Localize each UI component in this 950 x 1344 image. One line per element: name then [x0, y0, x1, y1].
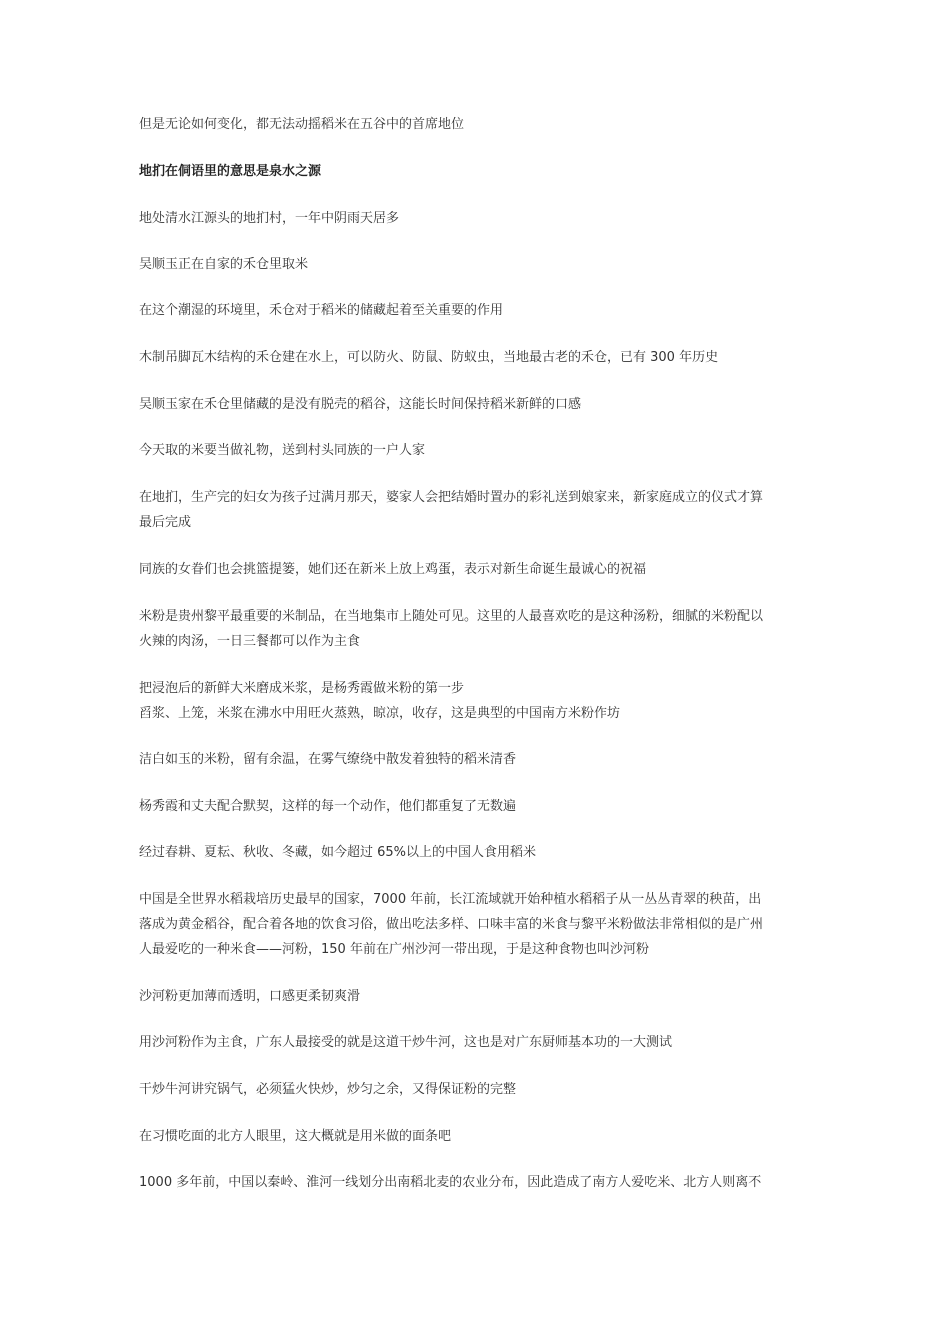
paragraph-4: 吴顺玉正在自家的禾仓里取米 [139, 257, 309, 272]
paragraph-17: 沙河粉更加薄而透明，口感更柔韧爽滑 [139, 989, 361, 1004]
section-heading: 地扪在侗语里的意思是泉水之源 [139, 164, 322, 179]
paragraph-19: 干炒牛河讲究锅气，必须猛火快炒，炒匀之余，又得保证粉的完整 [139, 1082, 517, 1097]
paragraph-3: 地处清水江源头的地扪村，一年中阴雨天居多 [139, 211, 400, 226]
paragraph-21: 1000 多年前，中国以秦岭、淮河一线划分出南稻北麦的农业分布，因此造成了南方人爱吃米、北方人则离不 [139, 1175, 762, 1190]
paragraph-8: 今天取的米要当做礼物，送到村头同族的一户人家 [139, 443, 426, 458]
paragraph-13: 洁白如玉的米粉，留有余温，在雾气缭绕中散发着独特的稻米清香 [139, 752, 517, 767]
paragraph-10: 同族的女眷们也会挑篮提篓，她们还在新米上放上鸡蛋，表示对新生命诞生最诚心的祝福 [139, 562, 647, 577]
paragraph-14: 杨秀霞和丈夫配合默契，这样的每一个动作，他们都重复了无数遍 [139, 799, 517, 814]
paragraph-12: 把浸泡后的新鲜大米磨成米浆，是杨秀霞做米粉的第一步 舀浆、上笼，米浆在沸水中用旺火蒸熟，晾凉，收存，这是典型的中国南方米粉作坊 [139, 681, 621, 721]
paragraph-9: 在地扪，生产完的妇女为孩子过满月那天，婆家人会把结婚时置办的彩礼送到娘家来，新家庭成立的仪式才算 最后完成 [139, 490, 764, 530]
paragraph-1: 但是无论如何变化，都无法动摇稻米在五谷中的首席地位 [139, 117, 465, 132]
paragraph-6: 木制吊脚瓦木结构的禾仓建在水上，可以防火、防鼠、防蚁虫，当地最古老的禾仓，已有 300 年历史 [139, 350, 719, 365]
paragraph-11: 米粉是贵州黎平最重要的米制品，在当地集市上随处可见。这里的人最喜欢吃的是这种汤粉，细腻的米粉配以 火辣的肉汤，一日三餐都可以作为主食 [139, 609, 764, 649]
paragraph-20: 在习惯吃面的北方人眼里，这大概就是用米做的面条吧 [139, 1129, 452, 1144]
paragraph-18: 用沙河粉作为主食，广东人最接受的就是这道干炒牛河，这也是对广东厨师基本功的一大测试 [139, 1035, 673, 1050]
paragraph-7: 吴顺玉家在禾仓里储藏的是没有脱壳的稻谷，这能长时间保持稻米新鲜的口感 [139, 397, 582, 412]
paragraph-16: 中国是全世界水稻栽培历史最早的国家，7000 年前，长江流域就开始种植水稻稻子从一丛丛青翠的秧苗，出 落成为黄金稻谷，配合着各地的饮食习俗，做出吃法多样、口味丰富的米食与黎平米粉做法非常相似的是广州 人最爱吃的一种米食——河粉，150 年前在广州沙河一带出现，于是这种食物也叫沙河粉 [139, 892, 764, 957]
paragraph-15: 经过春耕、夏耘、秋收、冬藏，如今超过 65%以上的中国人食用稻米 [139, 845, 537, 860]
paragraph-5: 在这个潮湿的环境里，禾仓对于稻米的储藏起着至关重要的作用 [139, 303, 504, 318]
